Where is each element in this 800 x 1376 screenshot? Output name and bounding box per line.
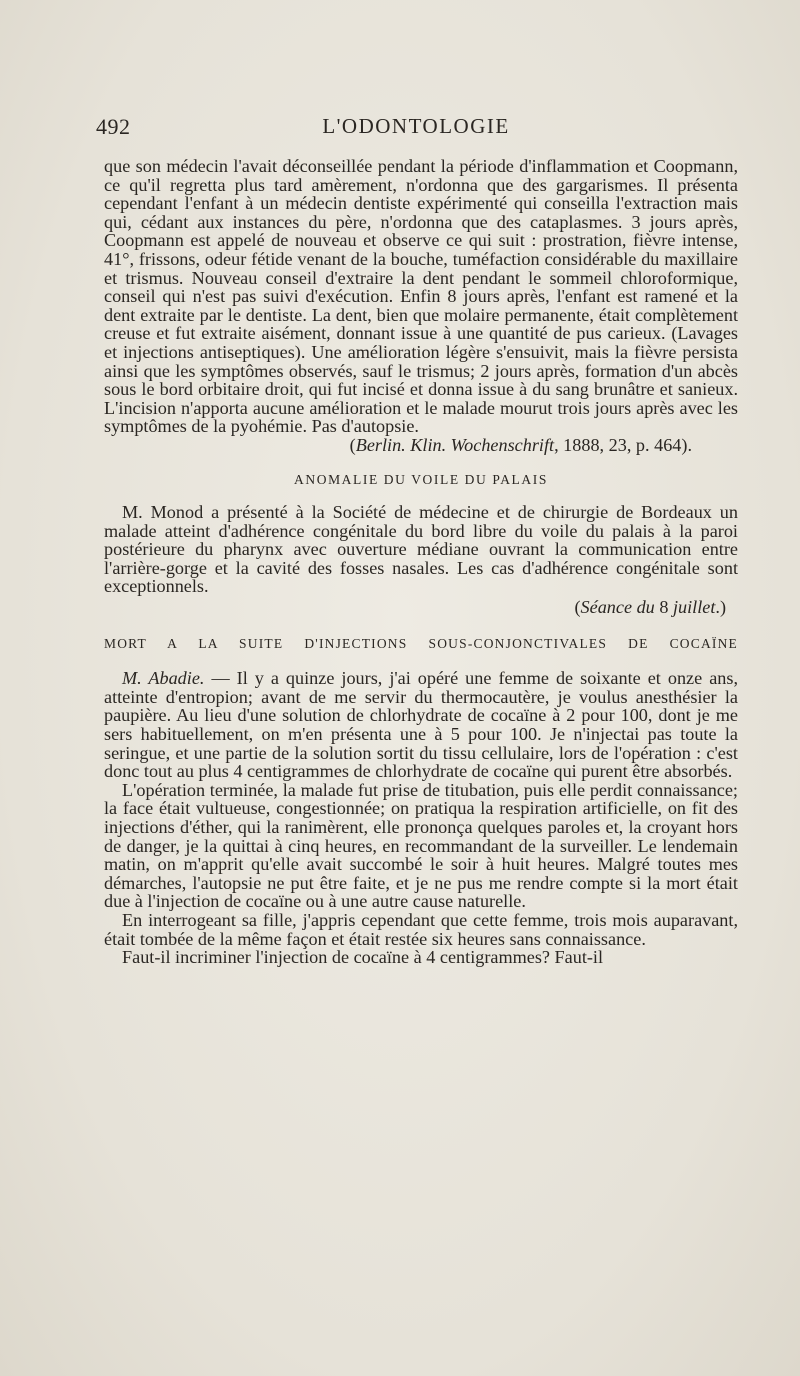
body-text — [104, 157, 738, 967]
speaker-name: M. Abadie. — [122, 668, 205, 689]
citation-seance-label: Séance du — [580, 597, 655, 618]
abadie-paragraph-2: L'opération terminée, la malade fut prise de titubation, puis elle perdit connaissance; la face était vultueuse, congestionnée; on pratiqua la respiration artificielle, on fit des injections d'éther, qui la ranimèrent, elle prononça quelques paroles et, la croyant hors de danger, je la quittai à cinq heures, en recommandant de la surveiller. Le lendemain matin, on m'apprit qu'elle avait succombé le soir à huit heures. Malgré toutes mes démarches, l'autopsie ne put être faite, et je ne pus me rendre compte si la mort était due à l'injection de cocaïne ou à une autre cause naturelle. — [104, 779, 738, 912]
section-heading-palais: ANOMALIE DU VOILE DU PALAIS — [294, 471, 548, 487]
continuation-paragraph: que son médecin l'avait déconseillée pendant la période d'inflammation et Coopmann, ce qu'il regretta plus tard amèrement, n'ordonna que des gargarismes. Il présenta cependant l'enfant à un médecin dentiste expérimenté qui conseilla l'extraction mais qui, cédant aux instances du père, n'ordonna que des cataplasmes. 3 jours après, Coopmann est appelé de nouveau et observe ce qui suit : prostration, fièvre intense, 41°, frissons, odeur fétide venant de la bouche, tuméfaction considérable du maxillaire et trismus. Nouveau conseil d'extraire la dent pendant le sommeil chloroformique, conseil qui n'est pas suivi d'exécution. Enfin 8 jours après, l'enfant est ramené et la dent extraite par le dentiste. La dent, bien que molaire permanente, était complètement creuse et fut extraite aisément, donnant issue à une quantité de pus carieux. (Lavages et injections antiseptiques). Une amélioration légère s'ensuivit, mais la fièvre persista ainsi que les symptômes observés, sauf le trismus; 2 jours après, formation d'un abcès sous le bord orbitaire droit, qui fut incisé et donna issue à du sang brunâtre et sanieux. L'incision n'apporta aucune amélioration et le malade mourut trois jours après avec les symptômes de la pyohémie. Pas d'autopsie. — [104, 156, 738, 437]
abadie-paragraph-1 — [104, 669, 738, 781]
page-header — [96, 114, 736, 144]
citation-day: 8 — [654, 597, 673, 618]
citation-close: .) — [715, 597, 726, 618]
abadie-paragraph-4: Faut-il incriminer l'injection de cocaïne à 4 centigrammes? Faut-il — [122, 947, 604, 968]
citation-seance — [104, 598, 738, 617]
citation-open: ( — [574, 597, 581, 618]
running-title: L'ODONTOLOGIE — [322, 114, 510, 138]
citation-source: Berlin. Klin. Wochenschrift — [355, 434, 555, 455]
citation-details: , 1888, 23, p. 464). — [554, 434, 692, 455]
citation-month: juillet — [672, 597, 716, 618]
page-number: 492 — [96, 114, 131, 139]
section-heading-cocaine: MORT A LA SUITE D'INJECTIONS SOUS-CONJONCTIVALES DE COCAÏNE — [104, 635, 738, 651]
citation-open: ( — [349, 434, 356, 455]
abadie-paragraph-3: En interrogeant sa fille, j'appris cependant que cette femme, trois mois auparavant, était tombée de la même façon et était restée six heures sans connaissance. — [104, 909, 738, 949]
citation-berlin — [104, 436, 738, 455]
monod-paragraph: M. Monod a présenté à la Société de médecine et de chirurgie de Bordeaux un malade atteint d'adhérence congénitale du bord libre du voile du palais à la paroi postérieure du pharynx avec ouverture médiane ouvrant la communication entre l'arrière-gorge et la cavité des fosses nasales. Les cas d'adhérence congénitale sont exceptionnels. — [104, 502, 738, 597]
abadie-paragraph-1-text: — Il y a quinze jours, j'ai opéré une femme de soixante et onze ans, atteinte d'entropion; avant de me servir du thermocautère, je voulus anesthésier la paupière. Au lieu d'une solution de chlorhydrate de cocaïne à 2 pour 100, dont je me sers habituellement, on m'en présenta une à 5 pour 100. Je n'injectai pas toute la seringue, et une partie de la solution sortit du tissu cellulaire, lors de l'opération : c'est donc tout au plus 4 centigrammes de chlorhydrate de cocaïne qui purent être absorbés. — [104, 668, 738, 782]
